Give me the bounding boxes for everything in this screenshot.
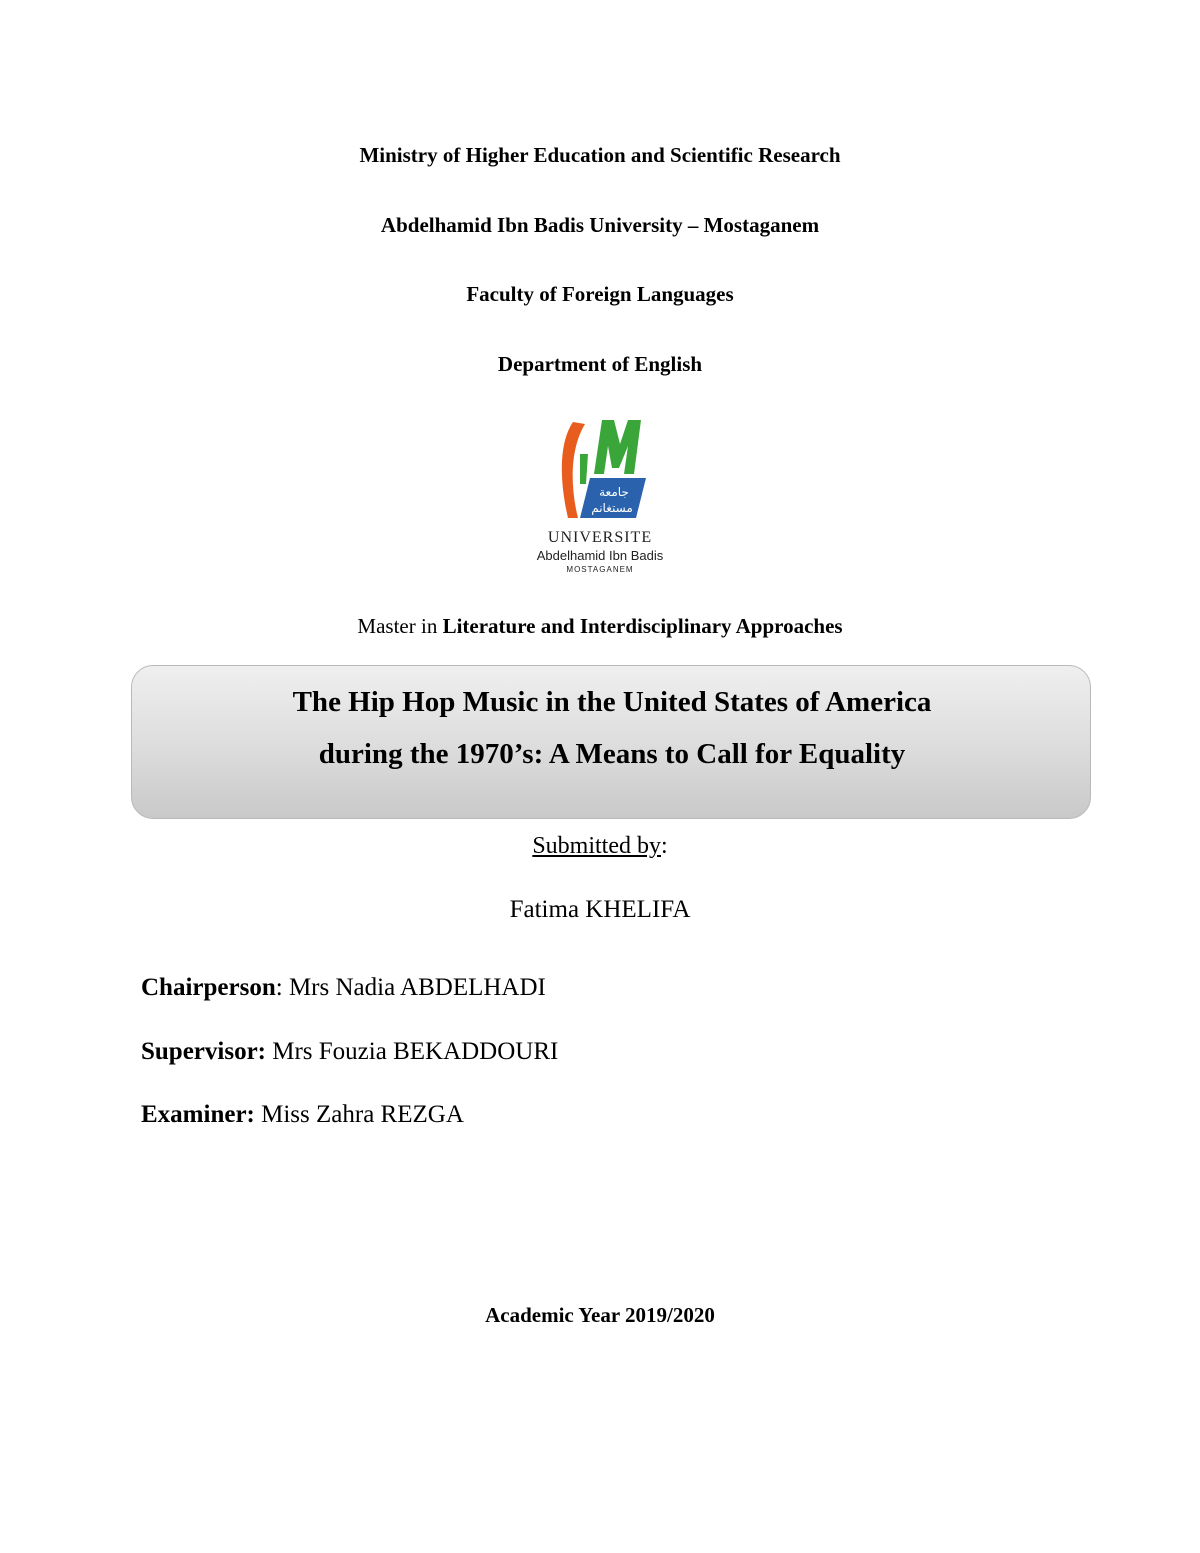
department-heading: Department of English xyxy=(497,352,703,376)
logo-caption-city: MOSTAGANEM xyxy=(566,565,634,574)
role-label: Chairperson xyxy=(141,974,276,1001)
committee-chairperson xyxy=(141,974,546,1002)
master-prefix: Master xyxy=(357,614,416,638)
role-label: Supervisor: xyxy=(141,1038,266,1065)
role-name: Miss Zahra REZGA xyxy=(261,1101,464,1128)
thesis-title-line-1: The Hip Hop Music in the United States of America xyxy=(292,686,932,718)
logo-arabic-line1: جامعة xyxy=(599,485,629,499)
faculty-heading: Faculty of Foreign Languages xyxy=(466,282,734,306)
committee-supervisor xyxy=(141,1038,558,1066)
academic-year: Academic Year 2019/2020 xyxy=(485,1303,715,1327)
role-separator: : xyxy=(275,974,289,1001)
logo-arabic-line2: مستغانم xyxy=(591,501,633,515)
role-label: Examiner: xyxy=(141,1101,255,1128)
role-name: Mrs Nadia ABDELHADI xyxy=(288,974,546,1001)
master-program-line xyxy=(0,614,1200,639)
ministry-heading: Ministry of Higher Education and Scientific Research xyxy=(359,143,841,167)
logo-caption-universite: UNIVERSITE xyxy=(547,529,653,546)
role-name: Mrs Fouzia BEKADDOURI xyxy=(272,1038,559,1065)
master-connector: in xyxy=(420,614,438,638)
university-logo xyxy=(508,414,692,578)
master-program-name: Literature and Interdisciplinary Approaches xyxy=(442,614,843,638)
logo-green-m xyxy=(594,420,641,474)
thesis-title-line-2: during the 1970’s: A Means to Call for Equality xyxy=(318,738,906,770)
university-heading: Abdelhamid Ibn Badis University – Mostaganem xyxy=(380,213,820,237)
thesis-title-box xyxy=(131,665,1091,819)
logo-caption-name: Abdelhamid Ibn Badis xyxy=(536,548,664,563)
submitted-by-line xyxy=(0,833,1200,860)
logo-green-stroke xyxy=(580,454,588,484)
author-name: Fatima KHELIFA xyxy=(509,896,691,923)
submitted-by-label: Submitted by xyxy=(532,833,661,859)
submitted-by-colon: : xyxy=(661,833,668,859)
committee-examiner xyxy=(141,1101,464,1129)
